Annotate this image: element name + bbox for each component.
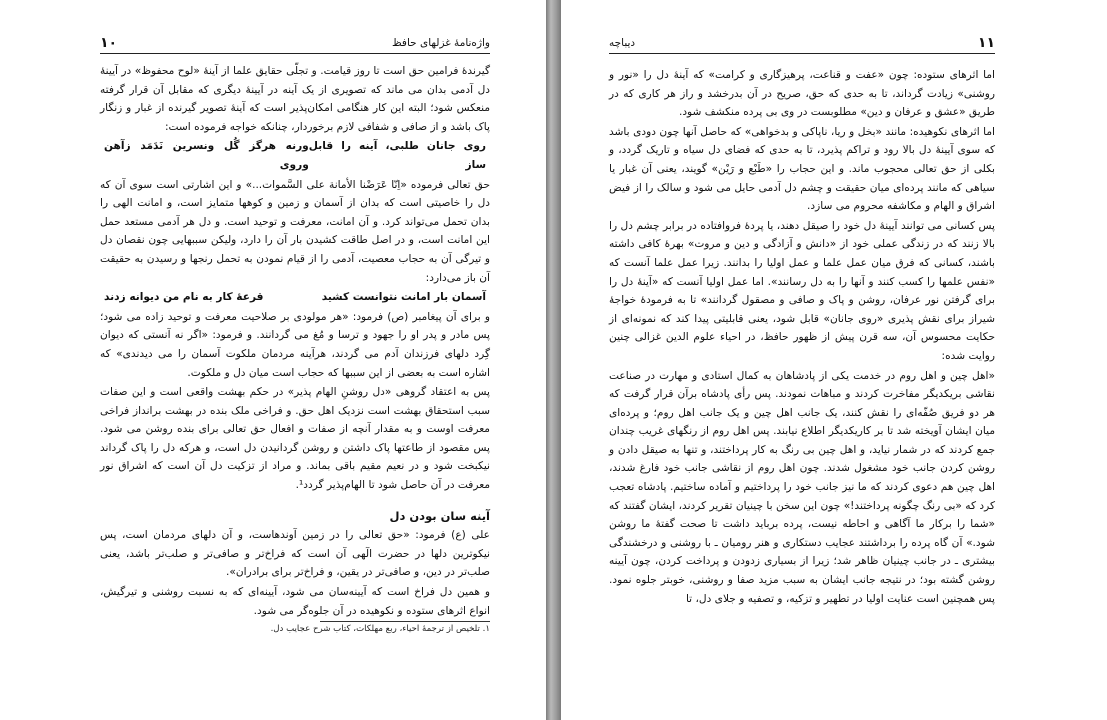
right-page-number: ۱۱	[977, 35, 995, 51]
left-paragraph: علی (ع) فرمود: «حق تعالی را در زمین آوندهاست، و آن دلهای مردمان است، پس نیکوترین دلها در حضرت الٓهی آن است که فراخ‌تر و صافی‌تر و صلب‌تر باشد، یعنی صلب‌تر در دین، و صافی‌تر در یقین، و فراخ‌تر برای برادران».	[100, 529, 490, 579]
left-running-title: واژه‌نامهٔ غزلهای حافظ	[391, 37, 490, 49]
right-running-head	[609, 34, 995, 54]
left-page	[0, 0, 546, 720]
left-paragraph: و برای آن پیغامبر (ص) فرمود: «هر مولودی بر صلاحیت معرفت و توحید زاده می شود؛ پس مادر و پدر او را جهود و ترسا و مُغ می گردانند. و فرمود: «اگر نه آنستی که دیوان گِرد دلهای فرزندان آدم می گردند، هرآینه مردمان ملکوت آسمان را می دیدندی» که اشاره است به بعضی از این سببها که حجاب است میان دل و ملکوت.	[100, 310, 490, 379]
left-running-head	[100, 34, 490, 54]
right-paragraph: پس کسانی می توانند آیینهٔ دل خود را صیقل دهند، یا پردهٔ فروافتاده در برابر چشم دل را بالا زنند که در زندگی عملی خود از «دانش و آزادگی و دین و مروت» بهرهٔ کافی داشته باشند، کسانی که فرق میان عمل علما و عمل اولیا را بدانند. زیرا عمل علما آنست که «نفس علمها را کسب کنند و آنها را به دل رسانند». اما عمل اولیا آنست که «آینهٔ دل را برای گرفتن نور عرفان، روشن و پاک و صافی و مصقول گردانند» تا به فرمودهٔ خواجهٔ شیراز برای نقش پذیری «روی جانان» قابل شود، یعنی قابلیتی پیدا کند که نمونه‌ای از حکایت محسوس آن، سه قرن پیش از ظهور حافظ، در احیاء علوم الدین غزالی چنین روایت شده:	[609, 219, 995, 362]
left-paragraph: حق تعالی فرموده «اِنّا عَرَضْنا الأمانة علی السَّموات...» و این اشارتی است سوی آن که دل را خاصیتی است که بدان از آسمان و زمین و کوهها متمایز است، و امانت الهی را بدان تحمل می‌تواند کرد. و آن امانت، معرفت و توحید است. و دل هر آدمی مستعد حمل این امانت است، و در اصل طاقت کشیدن بار آن را دارد، ولیکن سببهایی چون نقصان دل و تیرگی آن به حجاب معصیت، آدمی را از قیام نمودن به تحمل رنجها و رسیدن به حقیقت آن باز می‌دارد:	[100, 178, 490, 284]
verse-hemistich: روی جانان طلبی، آینه را قابل ساز	[308, 140, 486, 171]
left-page-number: ۱۰	[100, 35, 118, 51]
footnote: ۱. تلخیص از ترجمهٔ احیاء، ربع مهلکات، کتاب شرح عجایب دل.	[270, 624, 490, 634]
right-paragraph: «اهل چین و اهل روم در خدمت یکی از پادشاهان به کمال استادی و مهارت در صناعت نقاشی بریکدیگر مفاخرت کردند و مباهات نمودند. پس رأی پادشاه برآن قرار گرفت که هر دو فریق صُفّه‌ای را نقش کنند، یک جانب اهل چین و یک جانب اهل روم؛ و پرده‌ای میان ایشان آویخته شد تا بر کاریکدیگر اطلاع نیابند. پس اهل روم از رنگهای غریب چندان جمع کردند که در شمار نیاید، و اهل چین بی رنگ به کار پرداختند، و تنها به صیقل دادن و روشن کردن جانب خود مشغول شدند. چون اهل روم از نقاشی جانب خود فارغ شدند، اهل چین هم دعوی کردند که ما نیز جانب خود را پرداختیم و آماده ساختیم. پادشاه تعجب کرد که «بی رنگ چگونه پرداختند!» چون این سخن با چینیان تقریر کردند، ایشان گفتند که «شما را برکار ما آگاهی و احاطه نیست، پرده برباید داشت تا صحت گفتهٔ ما روشن شود.» آن گاه پرده را برداشتند عجایب دستکاری و هنر رومیان ـ با روشنی و درخشندگی بیشتری ـ در جانب چینیان ظاهر شد؛ زیرا از بسیاری زدودن و پرداخت کردن، چون آیینه روشن گشته بود؛ در نتیجه جانب ایشان به سبب مزید صفا و روشنی، خوبتر جلوه نمود. پس همچنین است عنایت اولیا در تطهیر و تزکیه، و تصفیه و جلای دل، تا	[609, 369, 995, 605]
footnote-divider	[320, 621, 490, 622]
book-gutter	[546, 0, 561, 720]
verse-couplet	[100, 288, 490, 307]
verse-hemistich: آسمان بار امانت نتوانست کشید	[321, 291, 486, 304]
right-running-title: دیباچه	[609, 37, 636, 49]
right-paragraph: اما اثرهای ستوده: چون «عفت و قناعت، پرهیزگاری و کرامت» که آینهٔ دل را «نور و روشنی» زیادت گرداند، تا به حدی که حق، صریح در آن بدرخشد و راز هر کاری که در طریق «عشق و عرفان و دین» مطلوبست در وی بی پرده منکشف شود.	[609, 69, 995, 119]
left-text-column	[100, 62, 490, 621]
left-paragraph: گیرندهٔ فرامین حق است تا روز قیامت. و تجلّی حقایق علما از آینهٔ «لوح محفوظ» در آیینهٔ دل آدمی بدان می ماند که تصویری از یک آینه در آیینهٔ دیگری که مقابل آن قرار گرفته منعکس شود؛ البته این کار هنگامی امکان‌پذیر است که آینهٔ تصویر گیرنده از غبار و زنگار پاک باشد و از صافی و شفافی لازم برخوردار، چنانکه خواجه فرموده است:	[100, 65, 490, 133]
left-paragraph: و همین دل فراخ است که آیینه‌سان می شود، آیینه‌ای که به نسبت روشنی و تیرگیش، انواع اثرهای ستوده و نکوهیده در آن جلوه‌گر می شود.	[100, 586, 490, 617]
verse-hemistich: قرعهٔ کار به نام من دیوانه زدند	[104, 291, 264, 304]
verse-couplet	[100, 137, 490, 174]
section-title: آینه سان بودن دل	[389, 508, 490, 523]
right-page	[561, 0, 1107, 720]
left-paragraph: پس به اعتقاد گروهی «دل روشنِ الهام پذیر» در حکم بهشت واقعی است و این صفات سبب استحقاق بهشت است نزدیک اهل حق. و فراخی ملک بنده در بهشت برانداز فراخی معرفت اوست و به مقدار آنچه از صفات و افعال حق تعالی برای بنده روشن می شود. پس مقصود از طاعتها پاک داشتن و روشن گردانیدن دل است، و هرکه دل را پاک گرداند نیکبخت شود و در نعیم مقیم باقی بماند. و مراد از تزکیت دل آن است که اشراق نور معرفت در آن حاصل شود تا الهام‌پذیر گردد¹.	[100, 386, 490, 492]
verse-hemistich: ورنه هرگز گُل ونسرین نَدَمَد زآهن وروی	[104, 140, 309, 171]
right-paragraph: اما اثرهای نکوهیده: مانند «بخل و ریا، ناپاکی و بدخواهی» که حاصل آنها چون دودی باشد که سوی آیینهٔ دل بالا رود و تراکم پذیرد، تا به حدی که فضای دل سیاه و تاریک گردد، و بکلی از حق تعالی محجوب ماند. و این حجاب را «طَبْع و رَیْن» گویند، یعنی آن غبار یا سیاهی که مانند پرده‌ای میان حقیقت و چشم دل آدمی حایل می شود و سالک را از فیض اشراق و الهام و مکاشفه محروم می سازد.	[609, 125, 995, 213]
right-text-column	[609, 66, 995, 609]
